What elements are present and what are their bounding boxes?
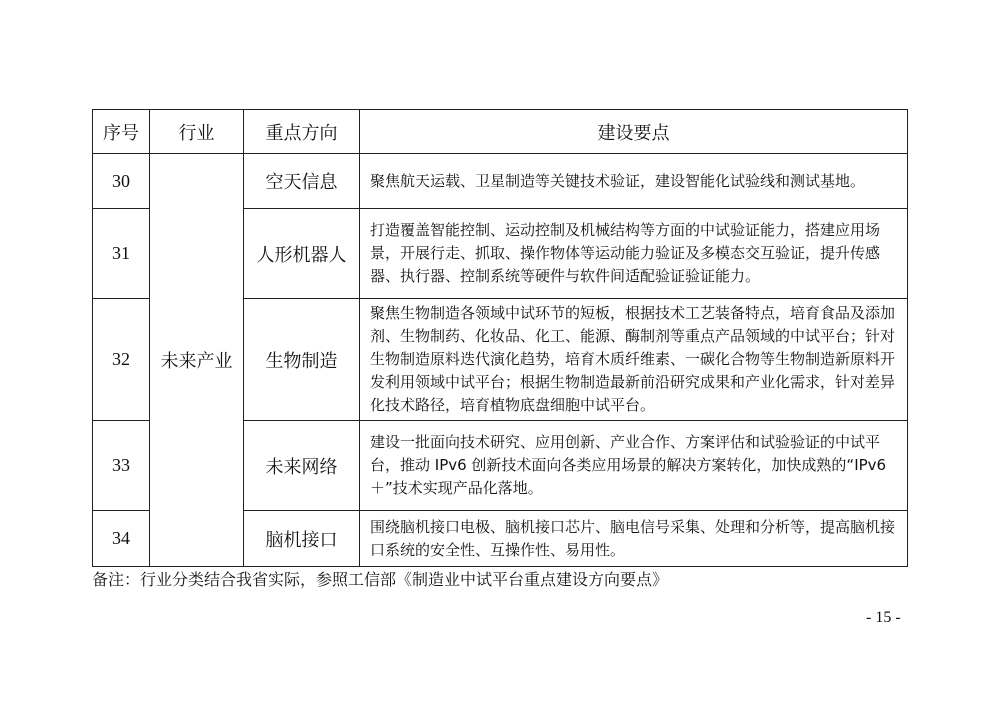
key-points-cell: 围绕脑机接口电极、脑机接口芯片、脑电信号采集、处理和分析等，提高脑机接口系统的安全性、互操作性、易用性。 (360, 511, 908, 567)
requirements-table (92, 109, 908, 567)
header-direction: 重点方向 (244, 110, 360, 154)
row-number: 33 (93, 421, 150, 511)
table-row (93, 154, 908, 209)
direction-cell: 空天信息 (244, 154, 360, 209)
row-number: 34 (93, 511, 150, 567)
direction-cell: 脑机接口 (244, 511, 360, 567)
row-number: 30 (93, 154, 150, 209)
key-points-cell: 打造覆盖智能控制、运动控制及机械结构等方面的中试验证能力，搭建应用场景，开展行走、抓取、操作物体等运动能力验证及多模态交互验证，提升传感器、执行器、控制系统等硬件与软件间适配验证验证能力。 (360, 209, 908, 299)
industry-cell: 未来产业 (150, 154, 244, 567)
header-key-points: 建设要点 (360, 110, 908, 154)
header-industry: 行业 (150, 110, 244, 154)
key-points-cell: 聚焦生物制造各领域中试环节的短板，根据技术工艺装备特点，培育食品及添加剂、生物制药、化妆品、化工、能源、酶制剂等重点产品领域的中试平台；针对生物制造原料迭代演化趋势，培育木质纤维素、一碳化合物等生物制造新原料开发利用领域中试平台；根据生物制造最新前沿研究成果和产业化需求，针对差异化技术路径，培育植物底盘细胞中试平台。 (360, 299, 908, 421)
header-number: 序号 (93, 110, 150, 154)
key-points-cell: 建设一批面向技术研究、应用创新、产业合作、方案评估和试验验证的中试平台，推动 IPv6 创新技术面向各类应用场景的解决方案转化，加快成熟的“IPv6＋”技术实现产品化落地。 (360, 421, 908, 511)
page-number: - 15 - (866, 609, 901, 626)
footnote: 备注：行业分类结合我省实际，参照工信部《制造业中试平台重点建设方向要点》 (92, 570, 669, 589)
direction-cell: 人形机器人 (244, 209, 360, 299)
direction-cell: 生物制造 (244, 299, 360, 421)
row-number: 31 (93, 209, 150, 299)
key-points-cell: 聚焦航天运载、卫星制造等关键技术验证，建设智能化试验线和测试基地。 (360, 154, 908, 209)
direction-cell: 未来网络 (244, 421, 360, 511)
table-header-row (93, 110, 908, 154)
row-number: 32 (93, 299, 150, 421)
